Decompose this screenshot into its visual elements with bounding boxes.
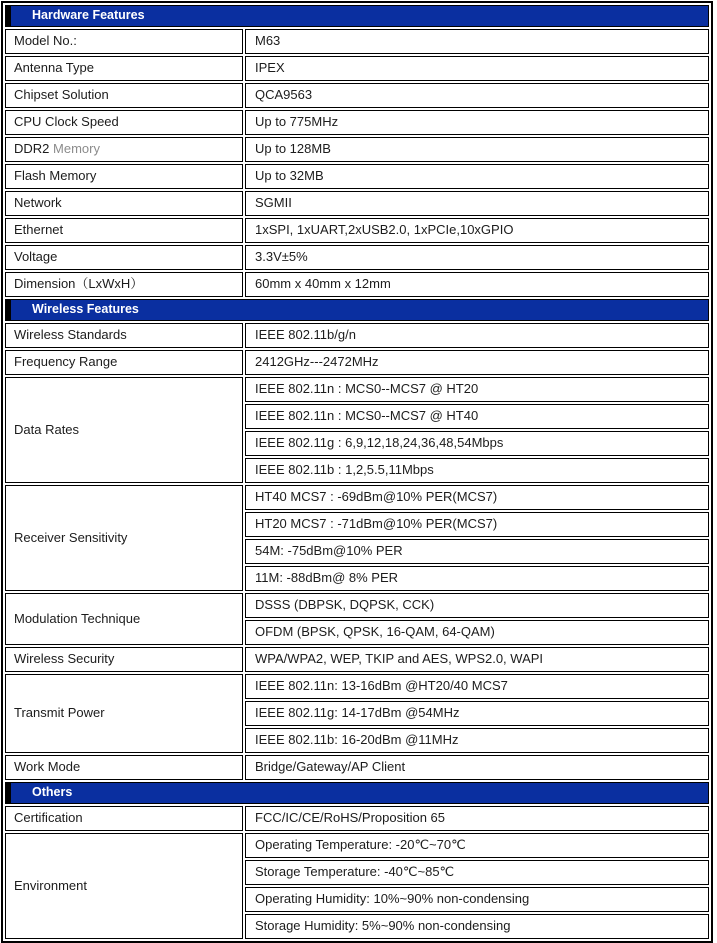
spec-value: IEEE 802.11b/g/n: [245, 323, 709, 348]
table-row: [5, 755, 709, 780]
spec-value: OFDM (BPSK, QPSK, 16-QAM, 64-QAM): [245, 620, 709, 645]
spec-label-text: Antenna Type: [14, 60, 94, 76]
spec-label-text: Transmit Power: [14, 705, 105, 721]
spec-label: [5, 755, 243, 780]
spec-label: [5, 245, 243, 270]
spec-label-text: Receiver Sensitivity: [14, 529, 128, 545]
spec-value: 54M: -75dBm@10% PER: [245, 539, 709, 564]
spec-label: [5, 110, 243, 135]
section-header: Wireless Features: [5, 299, 709, 321]
table-row: [5, 110, 709, 135]
spec-value: FCC/IC/CE/RoHS/Proposition 65: [245, 806, 709, 831]
section-header: Hardware Features: [5, 5, 709, 27]
spec-value: IPEX: [245, 56, 709, 81]
spec-value: HT20 MCS7 : -71dBm@10% PER(MCS7): [245, 512, 709, 537]
section-row: [5, 782, 709, 804]
spec-label-text: Environment: [14, 877, 87, 893]
spec-label-text: CPU Clock Speed: [14, 114, 119, 130]
table-row: [5, 593, 709, 618]
section-header: Others: [5, 782, 709, 804]
spec-value: 60mm x 40mm x 12mm: [245, 272, 709, 297]
spec-label-text: DDR2: [14, 141, 50, 157]
spec-label: [5, 833, 243, 939]
spec-label: [5, 137, 243, 162]
spec-label: [5, 377, 243, 483]
spec-label: [5, 218, 243, 243]
spec-label-text: Dimension（LxWxH）: [14, 276, 144, 292]
spec-label: [5, 164, 243, 189]
spec-label-text: Frequency Range: [14, 354, 118, 370]
spec-label: [5, 29, 243, 54]
spec-value: IEEE 802.11b: 16-20dBm @11MHz: [245, 728, 709, 753]
spec-value: IEEE 802.11n : MCS0--MCS7 @ HT40: [245, 404, 709, 429]
spec-label: [5, 593, 243, 645]
spec-label-text: Voltage: [14, 249, 58, 265]
spec-label: [5, 647, 243, 672]
spec-value: Operating Temperature: -20℃~70℃: [245, 833, 709, 858]
table-row: [5, 806, 709, 831]
spec-label-text: Work Mode: [14, 759, 81, 775]
table-row: [5, 833, 709, 858]
spec-value: M63: [245, 29, 709, 54]
spec-value: HT40 MCS7 : -69dBm@10% PER(MCS7): [245, 485, 709, 510]
table-row: [5, 647, 709, 672]
table-row: [5, 191, 709, 216]
spec-value: Storage Humidity: 5%~90% non-condensing: [245, 914, 709, 939]
spec-label: [5, 674, 243, 753]
table-row: [5, 323, 709, 348]
spec-label-text: Ethernet: [14, 222, 64, 238]
table-row: [5, 674, 709, 699]
table-row: [5, 29, 709, 54]
spec-label-text: Wireless Security: [14, 651, 115, 667]
table-row: [5, 218, 709, 243]
table-row: [5, 164, 709, 189]
table-row: [5, 56, 709, 81]
spec-label-text: Model No.:: [14, 33, 77, 49]
spec-value: Operating Humidity: 10%~90% non-condensing: [245, 887, 709, 912]
table-row: [5, 245, 709, 270]
spec-value: IEEE 802.11b : 1,2,5.5,11Mbps: [245, 458, 709, 483]
spec-table-body: [5, 5, 709, 939]
spec-value: IEEE 802.11g : 6,9,12,18,24,36,48,54Mbps: [245, 431, 709, 456]
table-row: [5, 485, 709, 510]
spec-value: Up to 128MB: [245, 137, 709, 162]
spec-value: IEEE 802.11n: 13-16dBm @HT20/40 MCS7: [245, 674, 709, 699]
spec-value: 1xSPI, 1xUART,2xUSB2.0, 1xPCIe,10xGPIO: [245, 218, 709, 243]
spec-label-text: Network: [14, 195, 62, 211]
spec-label: [5, 83, 243, 108]
spec-label-text: Flash Memory: [14, 168, 97, 184]
spec-label-muted-text: Memory: [49, 141, 100, 157]
table-row: [5, 350, 709, 375]
section-row: [5, 299, 709, 321]
spec-value: Bridge/Gateway/AP Client: [245, 755, 709, 780]
table-row: [5, 83, 709, 108]
spec-label-text: Wireless Standards: [14, 327, 127, 343]
spec-label: [5, 806, 243, 831]
table-row: [5, 272, 709, 297]
spec-label-text: Chipset Solution: [14, 87, 109, 103]
spec-value: 11M: -88dBm@ 8% PER: [245, 566, 709, 591]
spec-label: [5, 56, 243, 81]
table-row: [5, 377, 709, 402]
spec-value: WPA/WPA2, WEP, TKIP and AES, WPS2.0, WAPI: [245, 647, 709, 672]
spec-value: SGMII: [245, 191, 709, 216]
spec-value: Up to 32MB: [245, 164, 709, 189]
spec-value: IEEE 802.11g: 14-17dBm @54MHz: [245, 701, 709, 726]
spec-value: DSSS (DBPSK, DQPSK, CCK): [245, 593, 709, 618]
spec-value: Storage Temperature: -40℃~85℃: [245, 860, 709, 885]
spec-label: [5, 323, 243, 348]
spec-label-text: Modulation Technique: [14, 610, 141, 626]
spec-value: Up to 775MHz: [245, 110, 709, 135]
spec-label: [5, 485, 243, 591]
spec-table: [1, 1, 713, 943]
section-row: [5, 5, 709, 27]
spec-value: 2412GHz---2472MHz: [245, 350, 709, 375]
spec-label: [5, 350, 243, 375]
spec-value: IEEE 802.11n : MCS0--MCS7 @ HT20: [245, 377, 709, 402]
spec-value: 3.3V±5%: [245, 245, 709, 270]
spec-label: [5, 272, 243, 297]
spec-label-text: Certification: [14, 810, 83, 826]
spec-label: [5, 191, 243, 216]
spec-label-text: Data Rates: [14, 421, 80, 437]
table-row: [5, 137, 709, 162]
spec-value: QCA9563: [245, 83, 709, 108]
